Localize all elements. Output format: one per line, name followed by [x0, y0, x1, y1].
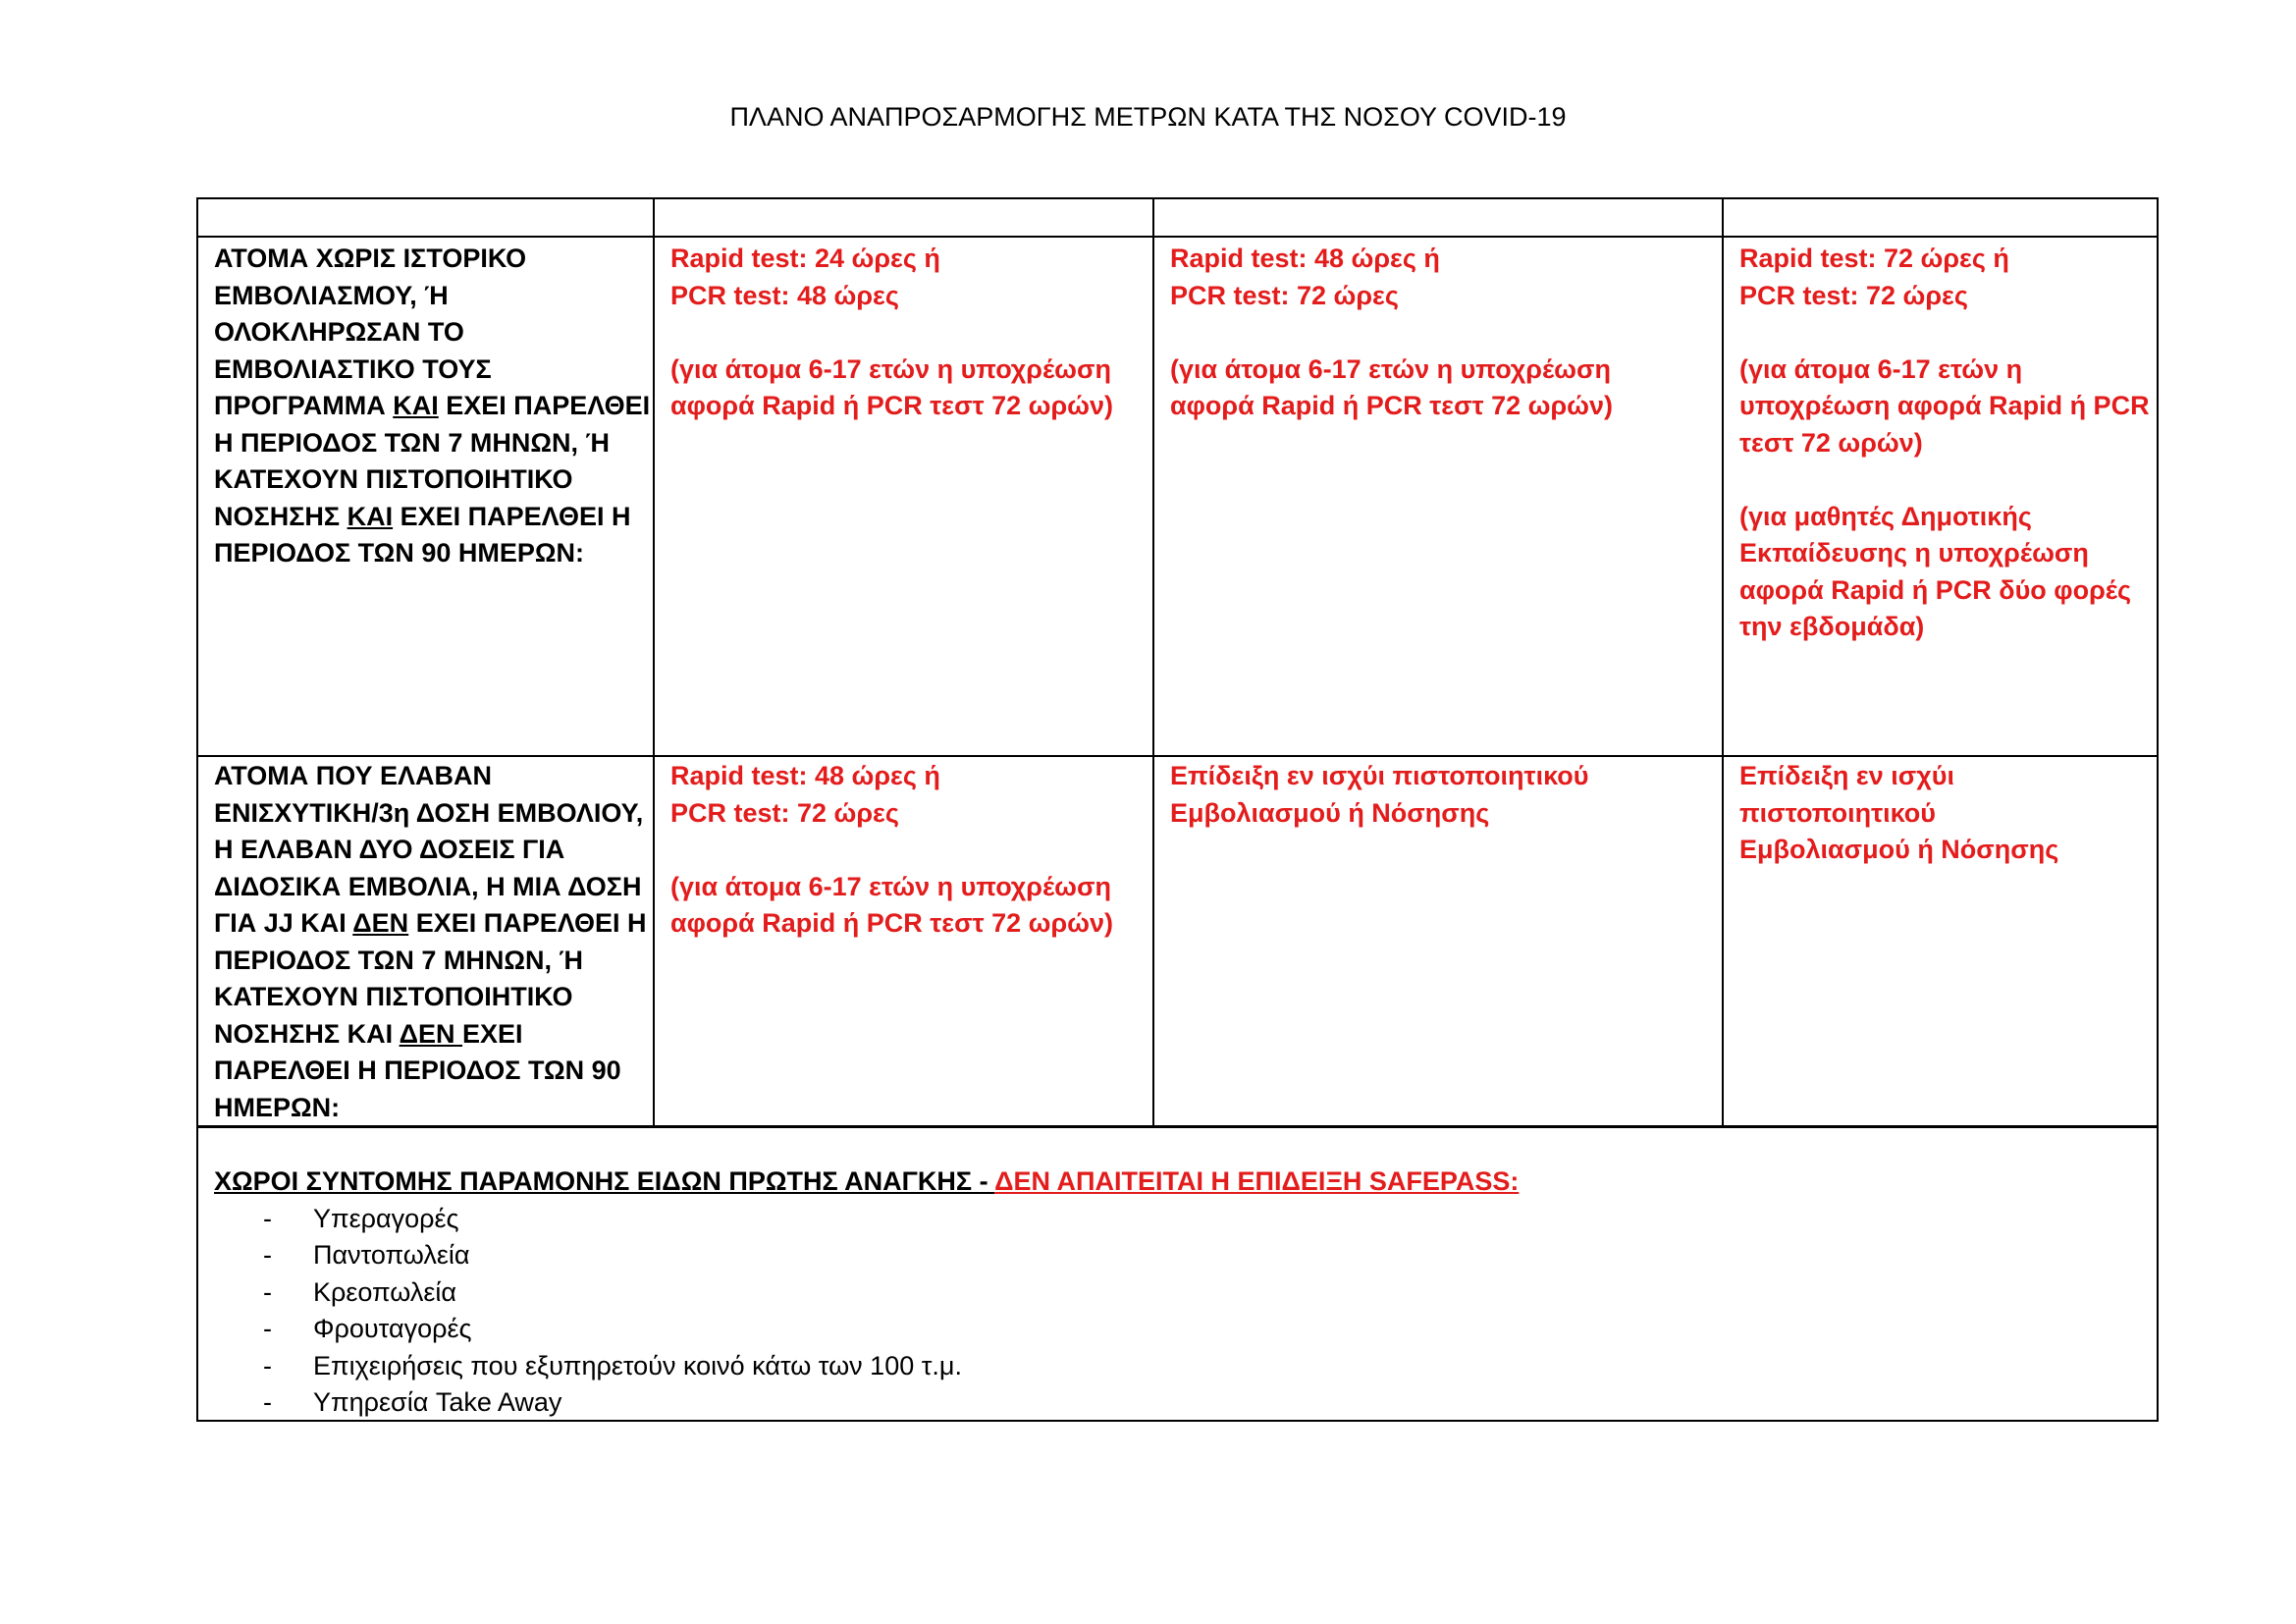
row-divider — [198, 236, 2157, 238]
essential-shops-list — [214, 1201, 2138, 1422]
header-cell-2 — [655, 199, 1152, 236]
list-item: - Υπεραγορές — [263, 1203, 459, 1233]
row1-rule-col4: Rapid test: 72 ώρες ή PCR test: 72 ώρες (για άτομα 6-17 ετών η υποχρέωση αφορά Rapid ή PCR τεστ 72 ωρών) (για μαθητές Δημοτικής Εκπαίδευσης η υποχρέωση αφορά Rapid ή PCR δύο φορές την εβδομάδα) — [1739, 244, 2150, 641]
header-cell-4 — [1724, 199, 2157, 236]
list-item: - Παντοπωλεία — [263, 1240, 470, 1270]
list-item: - Κρεοπωλεία — [263, 1276, 456, 1307]
row1-rule-col2: Rapid test: 24 ώρες ή PCR test: 48 ώρες (για άτομα 6-17 ετών η υποχρέωση αφορά Rapid ή PCR τεστ 72 ωρών) — [670, 244, 1113, 420]
page-title: ΠΛΑΝΟ ΑΝΑΠΡΟΣΑΡΜΟΓΗΣ ΜΕΤΡΩΝ ΚΑΤΑ ΤΗΣ ΝΟΣΟΥ COVID-19 — [729, 102, 1567, 132]
header-cell-1 — [198, 199, 653, 236]
row1-label: ΑΤΟΜΑ ΧΩΡΙΣ ΙΣΤΟΡΙΚΟ ΕΜΒΟΛΙΑΣΜΟΥ, Ή ΟΛΟΚΛΗΡΩΣΑΝ ΤΟ ΕΜΒΟΛΙΑΣΤΙΚΟ ΤΟΥΣ ΠΡΟΓΡΑΜΜΑ ΚΑΙ ΕΧΕΙ ΠΑΡΕΛΘΕΙ Η ΠΕΡΙΟΔΟΣ ΤΩΝ 7 ΜΗΝΩΝ, Ή ΚΑΤΕΧΟΥΝ ΠΙΣΤΟΠΟΙΗΤΙΚΟ ΝΟΣΗΣΗΣ ΚΑΙ ΕΧΕΙ ΠΑΡΕΛΘΕΙ Η ΠΕΡΙΟΔΟΣ ΤΩΝ 90 ΗΜΕΡΩΝ: — [214, 244, 651, 568]
list-item: - Φρουταγορές — [263, 1314, 472, 1343]
essential-shops-section — [214, 1164, 2138, 1422]
list-item: - Επιχειρήσεις που εξυπηρετούν κοινό κάτω των 100 τ.μ. — [263, 1350, 962, 1380]
row2-rule-col2: Rapid test: 48 ώρες ή PCR test: 72 ώρες (για άτομα 6-17 ετών η υποχρέωση αφορά Rapid ή PCR τεστ 72 ωρών) — [670, 761, 1113, 938]
essential-shops-heading: ΧΩΡΟΙ ΣΥΝΤΟΜΗΣ ΠΑΡΑΜΟΝΗΣ ΕΙΔΩΝ ΠΡΩΤΗΣ ΑΝΑΓΚΗΣ - ΔΕΝ ΑΠΑΙΤΕΙΤΑΙ Η ΕΠΙΔΕΙΞΗ SAFEPASS: — [214, 1166, 1520, 1196]
row-divider — [198, 755, 2157, 757]
row2-label: ΑΤΟΜΑ ΠΟΥ ΕΛΑΒΑΝ ΕΝΙΣΧΥΤΙΚΗ/3η ΔΟΣΗ ΕΜΒΟΛΙΟΥ, Η ΕΛΑΒΑΝ ΔΥΟ ΔΟΣΕΙΣ ΓΙΑ ΔΙΔΟΣΙΚΑ ΕΜΒΟΛΙΑ, Η ΜΙΑ ΔΟΣΗ ΓΙΑ JJ ΚΑΙ ΔΕΝ ΕΧΕΙ ΠΑΡΕΛΘΕΙ Η ΠΕΡΙΟΔΟΣ ΤΩΝ 7 ΜΗΝΩΝ, Ή ΚΑΤΕΧΟΥΝ ΠΙΣΤΟΠΟΙΗΤΙΚΟ ΝΟΣΗΣΗΣ ΚΑΙ ΔΕΝ ΕΧΕΙ ΠΑΡΕΛΘΕΙ Η ΠΕΡΙΟΔΟΣ ΤΩΝ 90 ΗΜΕΡΩΝ: — [214, 761, 647, 1122]
row2-rule-col4: Επίδειξη εν ισχύι πιστοποιητικού Εμβολιασμού ή Νόσησης — [1739, 761, 2059, 864]
header-cell-3 — [1154, 199, 1722, 236]
row1-rule-col3: Rapid test: 48 ώρες ή PCR test: 72 ώρες (για άτομα 6-17 ετών η υποχρέωση αφορά Rapid ή PCR τεστ 72 ωρών) — [1170, 244, 1613, 420]
measures-table — [196, 197, 2159, 1422]
row2-rule-col3: Επίδειξη εν ισχύι πιστοποιητικού Εμβολιασμού ή Νόσησης — [1170, 761, 1589, 828]
list-item: - Υπηρεσία Take Away — [263, 1387, 562, 1417]
